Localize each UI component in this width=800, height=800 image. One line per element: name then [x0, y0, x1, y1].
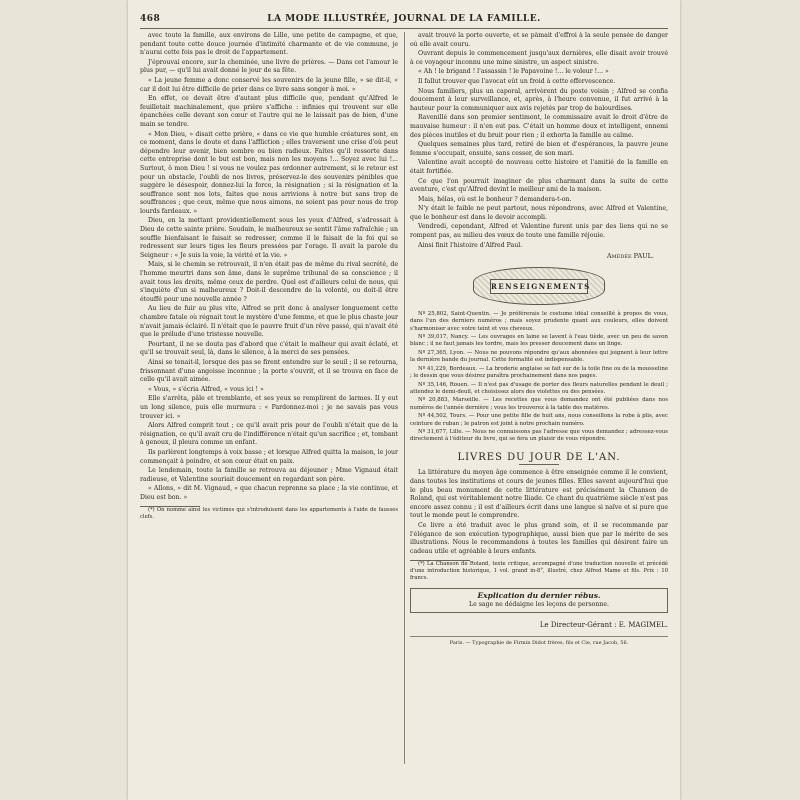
rebus-box: [410, 588, 668, 613]
left-paragraph: En effet, ce devait être d'autant plus difficile que, pendant qu'Alfred le feuilletait machinalement, que prière s'affiche : infinies qui trouvent sur elle épanchées celle devant son cœur et l'autre qui ne le laissait pas de bien, d'une main se tendre.: [140, 95, 398, 128]
left-paragraph: Dieu, en la mettant providentiellement sous les yeux d'Alfred, s'adressait à Dieu de cette sainte prière. Soudain, le malheureux se sentit l'âme rafraîchie ; un souffle bienfaisant le faisait se redresser, comme il le faisait de la foi qui se redressent sur leurs tiges les fleurs pressées par l'orage. Il avait la parole du Seigneur : « Je suis la voie, la vérité et la vie. »: [140, 217, 398, 259]
banner-label: RENSEIGNEMENTS: [490, 279, 588, 294]
section-rule: [519, 464, 559, 465]
info-entry: Nº 39,017, Nancy. — Les ouvrages en laine se lavent à l'eau tiède, avec un peu de savon blanc ; il ne faut jamais les tordre, mais les presser doucement dans un linge.: [410, 334, 668, 348]
info-entry: Nº 25,802, Saint-Quentin. — Je préférerais le costume idéal conseillé à propos de vous, dans l'un des derniers numéros ; mais soyez prudente quant aux couleurs, elles doivent s'harmoniser avec votre teint et vos cheveux.: [410, 310, 668, 332]
books-paragraph: Ce livre a été traduit avec le plus grand soin, et il se recommande par l'élégance de son exécution typographique, aussi bien que par le mérite de ses illustrations. Nous le recommandons à toutes les familles qui désirent faire un cadeau utile et agréable à leurs enfants.: [410, 521, 668, 555]
left-paragraph: Pourtant, il ne se douta pas d'abord que c'était le malheur qui avait éclaté, et qu'il se trouvait seul, là, dans le silence, à la merci de ses pensées.: [140, 340, 398, 357]
rebus-title: Explication du dernier rébus.: [477, 591, 601, 601]
author-signature: Amédée PAUL.: [606, 252, 654, 261]
printer-line: Paris. — Typographie de Firmin Didot frères, fils et Cie, rue Jacob, 56.: [410, 636, 668, 648]
right-paragraph: Ce que l'on pourrait imaginer de plus charmant dans la suite de cette aventure, c'est qu'Alfred devint le meilleur ami de la maison.: [410, 177, 668, 194]
left-paragraph: J'éprouvai encore, sur la cheminée, une livre de prières. — Dans cet l'amour le plus pur, — qu'il lui avait donné le jour de sa fête.: [140, 58, 398, 75]
left-column: [140, 32, 398, 764]
books-footnote: (*) La Chanson de Roland, texte critique, accompagné d'une traduction nouvelle et précédé d'une introduction historique, 1 vol. grand in-8°, illustré, chez Alfred Mame et fils. Prix : 10 francs.: [410, 561, 668, 582]
left-paragraph: Le lendemain, toute la famille se retrouva au déjeuner ; Mme Vignaud était radieuse, et Valentine souriait doucement en regardant son père.: [140, 467, 398, 483]
left-paragraph: « La jeune femme a donc conservé les souvenirs de la jeune fille, » se dit-il, « car il doit lui être difficile de prier dans ce livre sans songer à moi. »: [140, 76, 398, 93]
left-paragraph: « Mon Dieu, » disait cette prière, « dans ce vie que humble créatures sont, en ce moment, dans le doute et dans l'affliction ; elles traversent une crise d'où peut dépendre leur avenir, bien sombre ou bien radieux. Faites qu'il ressorte dans cette entreprise dont le but est bon, mais non les moyens !... Soyez avec lui !... Surtout, ô mon Dieu ! si vous ne voulez pas ordonner autrement, si le retour est pour un obstacle, l'oubli de nos livres, préservez-le des souvenirs pénibles que suggère le désespoir, donnez-lui la force, la résignation ; si la résignation et la souffrance sont nos lots, faites que nous arrivions à notre but sans trop de souffrances ; que ceux, même que nous aimons, ne soient pas pour nous de trop lourds fardeaux. »: [140, 130, 398, 215]
info-entry: Nº 35,146, Rouen. — Il n'est pas d'usage de porter des fleurs naturelles pendant le deuil ; attendez le demi-deuil, et choisissez alors des violettes ou des pensées.: [410, 381, 668, 395]
right-paragraph: Vendredi, cependant, Alfred et Valentine furent unis par des liens qui ne se rompent pas, au milieu des vœux de toute une famille réjouie.: [410, 223, 668, 240]
left-paragraph: « Vous, » s'écria Alfred, « vous ici ! »: [148, 385, 264, 393]
left-paragraph: Ils parlèrent longtemps à voix basse ; et lorsque Alfred quitta la maison, le jour commençait à poindre, et son cœur était en paix.: [140, 448, 398, 465]
right-paragraph: Nous familiers, plus un caporal, arrivèrent du poste voisin ; Alfred se confia doucement à leur surveillance, et, après, à l'heure convenue, il fut arrivé à la hauteur pour la communiquer aux avis rejetés par trop de balourdises.: [410, 87, 668, 112]
rebus-answer: Le sage ne dédaigne les leçons de personne.: [468, 600, 610, 608]
right-paragraph: « Ah ! le brigand ! l'assassin ! le Papavoine !... le voleur !... »: [418, 68, 609, 76]
right-paragraph: Ravenillé dans son premier sentiment, le commissaire avait le droit d'être de mauvaise humeur : il n'en eut pas. C'était un homme doux et intelligent, ennemi des pièces inutiles et du bruit pour rien ; il exhorta la famille au calme.: [410, 114, 668, 139]
right-paragraph: Ainsi finit l'histoire d'Alfred Paul.: [418, 241, 523, 249]
left-paragraph: Elle s'arrêta, pâle et tremblante, et ses yeux se remplirent de larmes. Il y eut un long silence, puis elle murmura : « Pardonnez-moi ; je ne savais pas vous trouver ici. »: [140, 395, 398, 420]
books-paragraph: La littérature du moyen âge commence à être enseignée comme il le convient, dans toutes les institutions et cours de jeunes filles. Elles savent aujourd'hui que le plus beau monument de cette littérature est précisément la Chanson de Roland, qui est véritablement notre Iliade. Ce chant du quatrième siècle n'est pas encore assez connu ; il est d'ailleurs écrit dans une langue si naïve et si pure que tout le monde peut le comprendre.: [410, 469, 668, 520]
right-column: [410, 32, 668, 764]
left-paragraph: Alors Alfred comprit tout ; ce qu'il avait pris pour de l'oubli n'était que de la résignation, ce qu'il avait cru de l'indifférence n'était qu'un sacrifice ; et, tombant à genoux, il pleura comme un enfant.: [140, 422, 398, 447]
left-paragraph: Mais, si le chemin se retrouvait, il n'en était pas de même du rival secrété, de l'homme meurtri dans son âme, dans le suprême tribunal de sa conscience ; il avait tous les droits, même ceux de perdre. Quel est d'ailleurs celui de nous, qui s'inquiète d'un si malheureux ? Doit-il descendre de la volonté, ou doit-il être étouffé pour une nouvelle année ?: [140, 261, 398, 303]
info-entry: Nº 27,365, Lyon. — Nous ne pouvons répondre qu'aux abonnées qui joignent à leur lettre la dernière bande du journal. Cette formalité est indispensable.: [410, 349, 668, 364]
left-paragraph: Au lieu de fuir au plus vite, Alfred se prit donc à analyser longuement cette chambre fatale où régnait tout le mystère d'une femme, et que le plus chaste jour n'avait jamais éclairé. Il n'était que le pauvre fruit d'un rêve passé, qui n'avait été que le prélude d'une tristesse nouvelle.: [140, 305, 398, 339]
right-paragraph: Mais, hélas, où est le bonheur ? demandera-t-on.: [418, 195, 572, 203]
left-paragraph: avec toute la famille, aux environs de Lille, une petite de campagne, et que, pendant toute cette douce journée d'intimité charmante et de vie commune, je n'aurai cette fois pas le droit de l'appartement.: [140, 32, 398, 57]
info-entry: Nº 31,677, Lille. — Nous ne connaissons pas l'adresse que vous demandez ; adressez-vous directement à l'éditeur du livre, qui se fera un plaisir de vous répondre.: [410, 428, 668, 443]
info-entry: Nº 41,229, Bordeaux. — La broderie anglaise se fait sur de la toile fine ou de la mousseline ; le dessin que vous désirez paraîtra prochainement dans nos pages.: [410, 365, 668, 380]
newspaper-page: [128, 0, 680, 800]
column-divider: [404, 32, 405, 764]
info-entry: Nº 44,502, Tours. — Pour une petite fille de huit ans, nous conseillons la robe à plis, avec ceinture de ruban ; le patron est joint à notre prochain numéro.: [410, 413, 668, 427]
left-paragraph: « Allons, » dit M. Vignaud, « que chacun reprenne sa place ; la vie continue, et Dieu est bon. »: [140, 485, 398, 501]
journal-title: LA MODE ILLUSTRÉE, JOURNAL DE LA FAMILLE.: [267, 14, 541, 24]
renseignements-banner: [473, 267, 605, 305]
page-header: [140, 14, 668, 29]
manager-signature: Le Directeur-Gérant : E. MAGIMEL.: [539, 621, 668, 630]
right-paragraph: N'y était le faible ne peut partout, nous répondrons, avec Alfred et Valentine, que le bonheur est dans le devoir accompli.: [410, 205, 668, 221]
right-paragraph: Valentine avait accepté de nouveau cette histoire et l'amitié de la famille en était fortifiée.: [410, 159, 668, 175]
left-footnote: (*) On nomme ainsi les victimes qui s'introduisent dans les appartements à l'aide de fausses clefs.: [140, 507, 398, 521]
right-paragraph: Ouvrant depuis le commencement jusqu'aux dernières, elle disait avoir trouvé à ce voyageur inconnu une mine sinistre, un aspect sinistre.: [410, 50, 668, 66]
right-paragraph: Il fallut trouver que l'avocat eût un froid à cette effervescence.: [418, 77, 616, 85]
page-number: 468: [140, 14, 161, 24]
books-section-title: LIVRES DU JOUR DE L'AN.: [457, 451, 621, 463]
left-paragraph: Ainsi se tenait-il, lorsque des pas se firent entendre sur le seuil ; il se retourna, frissonnant d'une angoisse inconnue ; la porte s'ouvrit, et il se trouva en face de celle qu'il avait aimée.: [140, 358, 398, 384]
info-entry: Nº 20,883, Marseille. — Les recettes que vous demandez ont été publiées dans nos numéros de l'année dernière ; vous les trouverez à la table des matières.: [410, 397, 668, 411]
right-paragraph: avait trouvé la porte ouverte, et se pâmait d'effroi à la seule pensée de danger où elle avait couru.: [410, 32, 668, 48]
right-paragraph: Quelques semaines plus tard, retiré de bien et d'espérances, la pauvre jeune femme s'occupait, ensuite, sans cesser, de son mari.: [410, 141, 668, 157]
